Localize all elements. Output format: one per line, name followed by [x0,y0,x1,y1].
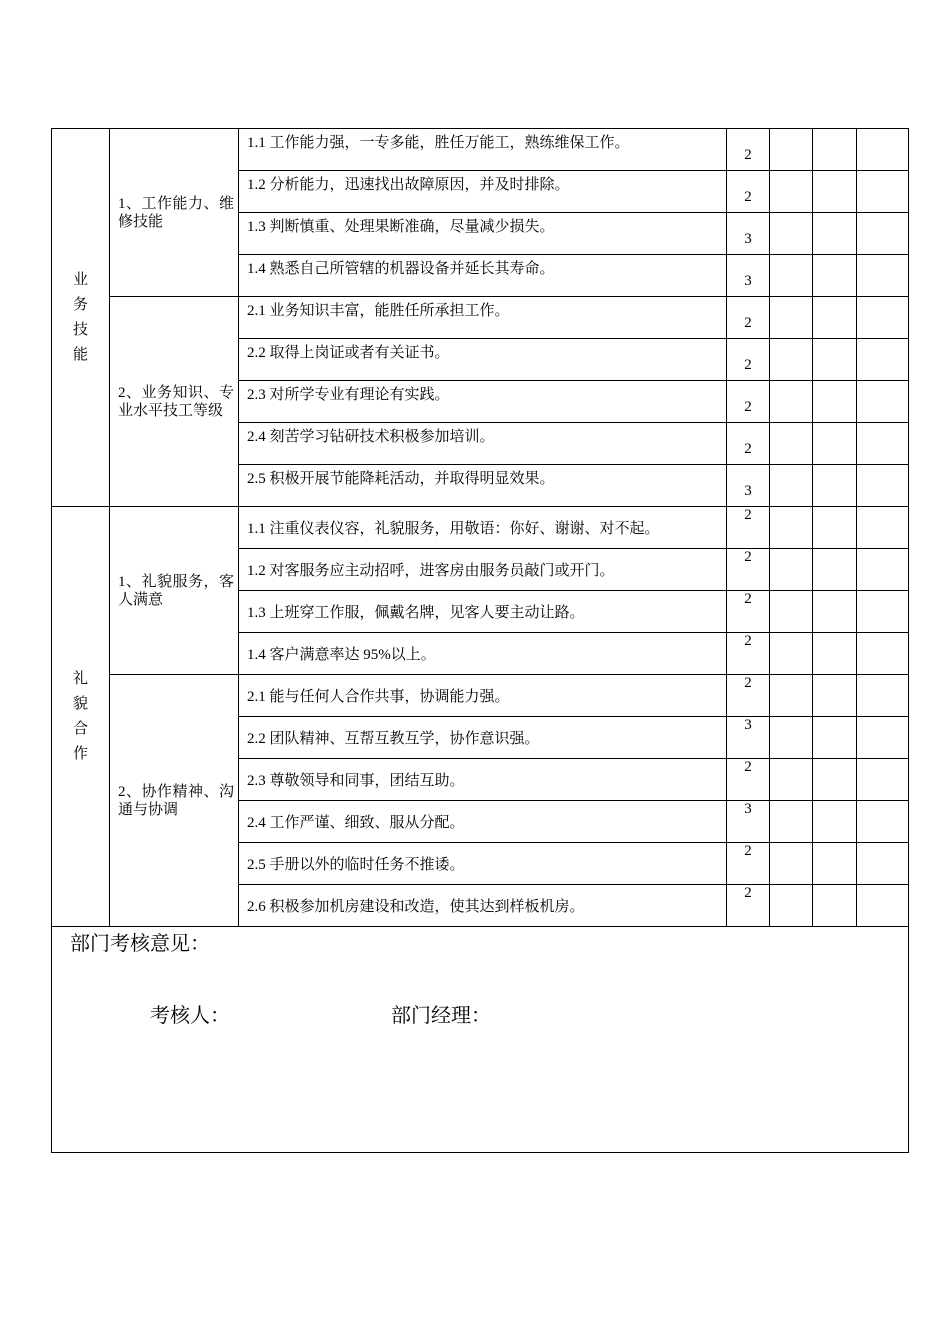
rating-cell[interactable] [770,129,813,171]
rating-cell[interactable] [813,297,857,339]
rating-cell[interactable] [857,549,909,591]
rating-cell[interactable] [857,129,909,171]
score-value: 3 [727,255,770,297]
rating-cell[interactable] [857,843,909,885]
rating-cell[interactable] [813,339,857,381]
score-value: 2 [727,843,770,885]
table-row [52,507,909,549]
rating-cell[interactable] [770,213,813,255]
group-title: 1、工作能力、维修技能 [110,129,239,297]
rating-cell[interactable] [813,381,857,423]
criterion-text: 1.4 熟悉自己所管辖的机器设备并延长其寿命。 [239,255,727,297]
score-value: 2 [727,885,770,927]
rating-cell[interactable] [857,717,909,759]
table-row [52,297,909,339]
score-value: 3 [727,465,770,507]
score-value: 2 [727,171,770,213]
criterion-text: 2.6 积极参加机房建设和改造，使其达到样板机房。 [239,885,727,927]
rating-cell[interactable] [770,339,813,381]
score-value: 2 [727,507,770,549]
rating-cell[interactable] [813,213,857,255]
score-value: 2 [727,129,770,171]
score-value: 3 [727,717,770,759]
rating-cell[interactable] [857,591,909,633]
rating-cell[interactable] [813,591,857,633]
criterion-text: 1.1 工作能力强，一专多能，胜任万能工，熟练维保工作。 [239,129,727,171]
criterion-text: 1.3 上班穿工作服，佩戴名牌，见客人要主动让路。 [239,591,727,633]
rating-cell[interactable] [770,675,813,717]
rating-cell[interactable] [770,297,813,339]
assessor-label: 考核人： [150,1005,230,1027]
category-label: 礼貌合作 [72,670,88,762]
group-title: 2、协作精神、沟通与协调 [110,675,239,927]
group-title: 1、礼貌服务，客人满意 [110,507,239,675]
rating-cell[interactable] [813,843,857,885]
criterion-text: 2.4 工作严谨、细致、服从分配。 [239,801,727,843]
criterion-text: 1.3 判断慎重、处理果断准确，尽量减少损失。 [239,213,727,255]
rating-cell[interactable] [770,759,813,801]
category-label: 业务技能 [72,271,88,363]
rating-cell[interactable] [813,759,857,801]
criterion-text: 2.2 团队精神、互帮互教互学，协作意识强。 [239,717,727,759]
score-value: 2 [727,591,770,633]
rating-cell[interactable] [857,675,909,717]
rating-cell[interactable] [770,633,813,675]
score-value: 2 [727,423,770,465]
rating-cell[interactable] [770,885,813,927]
criterion-text: 2.1 业务知识丰富，能胜任所承担工作。 [239,297,727,339]
rating-cell[interactable] [857,171,909,213]
rating-cell[interactable] [770,843,813,885]
rating-cell[interactable] [770,423,813,465]
criterion-text: 2.2 取得上岗证或者有关证书。 [239,339,727,381]
score-value: 2 [727,633,770,675]
score-value: 3 [727,801,770,843]
rating-cell[interactable] [770,801,813,843]
table-row [52,675,909,717]
rating-cell[interactable] [857,759,909,801]
rating-cell[interactable] [857,213,909,255]
rating-cell[interactable] [813,717,857,759]
rating-cell[interactable] [857,885,909,927]
rating-cell[interactable] [857,633,909,675]
department-manager-label: 部门经理： [391,1005,491,1027]
rating-cell[interactable] [857,381,909,423]
rating-cell[interactable] [813,675,857,717]
rating-cell[interactable] [770,171,813,213]
rating-cell[interactable] [813,171,857,213]
rating-cell[interactable] [770,507,813,549]
score-value: 2 [727,381,770,423]
criterion-text: 1.2 分析能力，迅速找出故障原因，并及时排除。 [239,171,727,213]
rating-cell[interactable] [813,633,857,675]
criterion-text: 1.2 对客服务应主动招呼，进客房由服务员敲门或开门。 [239,549,727,591]
score-value: 2 [727,339,770,381]
rating-cell[interactable] [857,465,909,507]
rating-cell[interactable] [813,801,857,843]
criterion-text: 2.4 刻苦学习钻研技术积极参加培训。 [239,423,727,465]
rating-cell[interactable] [857,255,909,297]
rating-cell[interactable] [857,339,909,381]
rating-cell[interactable] [857,297,909,339]
rating-cell[interactable] [813,465,857,507]
rating-cell[interactable] [770,717,813,759]
category-cell [52,507,110,927]
rating-cell[interactable] [813,885,857,927]
group-title: 2、业务知识、专业水平技工等级 [110,297,239,507]
rating-cell[interactable] [857,423,909,465]
rating-cell[interactable] [813,129,857,171]
score-value: 2 [727,297,770,339]
rating-cell[interactable] [770,381,813,423]
criterion-text: 2.5 积极开展节能降耗活动，并取得明显效果。 [239,465,727,507]
rating-cell[interactable] [813,549,857,591]
score-value: 3 [727,213,770,255]
assessment-table [51,128,909,1153]
score-value: 2 [727,675,770,717]
table-row [52,129,909,171]
rating-cell[interactable] [857,507,909,549]
rating-cell[interactable] [857,801,909,843]
criterion-text: 1.1 注重仪表仪容，礼貌服务，用敬语：你好、谢谢、对不起。 [239,507,727,549]
rating-cell[interactable] [813,255,857,297]
rating-cell[interactable] [813,507,857,549]
criterion-text: 2.5 手册以外的临时任务不推诿。 [239,843,727,885]
rating-cell[interactable] [770,591,813,633]
department-opinion-label: 部门考核意见： [70,933,210,955]
rating-cell[interactable] [770,549,813,591]
department-opinion-cell [52,927,909,1153]
criterion-text: 2.3 尊敬领导和同事，团结互助。 [239,759,727,801]
rating-cell[interactable] [813,423,857,465]
rating-cell[interactable] [770,465,813,507]
criterion-text: 2.1 能与任何人合作共事，协调能力强。 [239,675,727,717]
category-cell [52,129,110,507]
score-value: 2 [727,759,770,801]
score-value: 2 [727,549,770,591]
criterion-text: 1.4 客户满意率达 95%以上。 [239,633,727,675]
criterion-text: 2.3 对所学专业有理论有实践。 [239,381,727,423]
rating-cell[interactable] [770,255,813,297]
